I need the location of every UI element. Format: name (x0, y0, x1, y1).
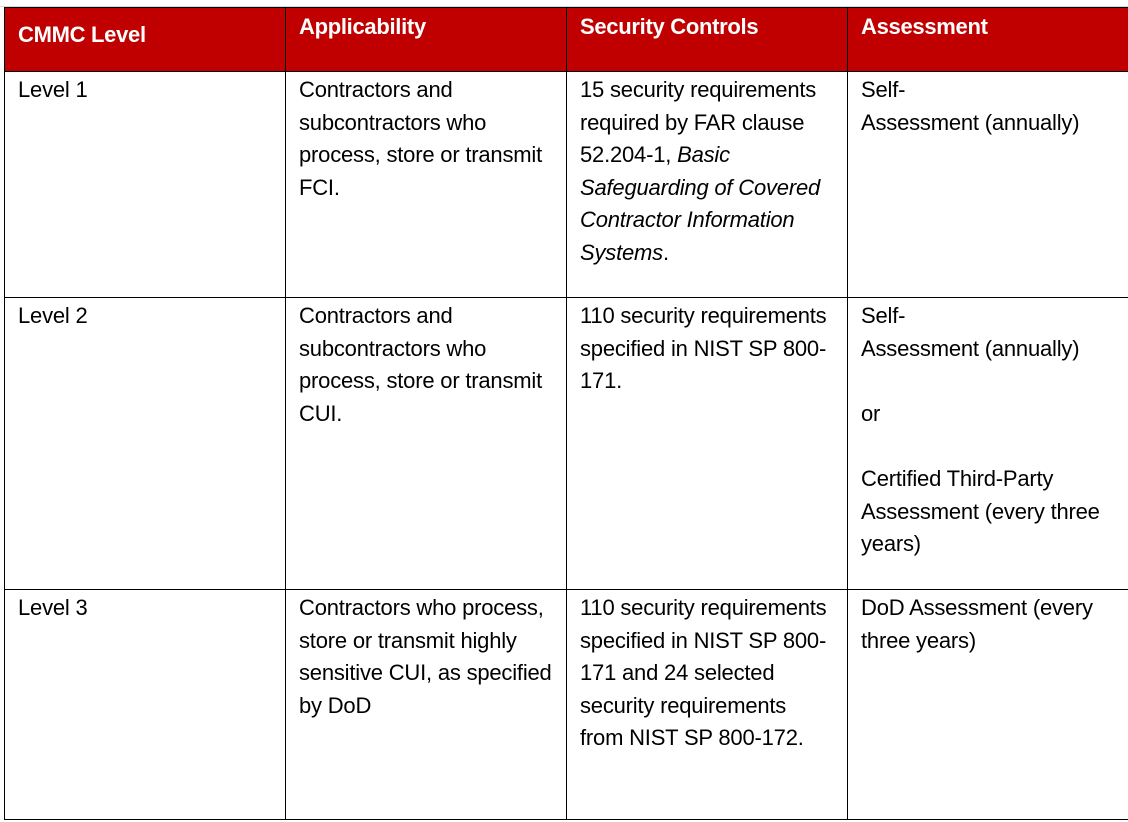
page-top-border (0, 0, 1128, 7)
header-security-controls: Security Controls (567, 8, 848, 72)
controls-text: 15 security requirements required by FAR clause 52.204-1, (580, 77, 817, 168)
cell-security-controls: 110 security requirements specified in NIST SP 800-171. (567, 298, 848, 590)
assessment-or: or (861, 400, 881, 426)
header-applicability: Applicability (286, 8, 567, 72)
cell-applicability: Contractors who process, store or transmit highly sensitive CUI, as specified by DoD (286, 590, 567, 820)
table-row (5, 590, 1128, 820)
controls-tail: . (662, 239, 669, 265)
cell-applicability: Contractors and subcontractors who process, store or transmit CUI. (286, 298, 567, 590)
cell-level: Level 1 (5, 72, 286, 298)
assessment-line2: Assessment (annually) (861, 109, 1080, 135)
table-row (5, 298, 1128, 590)
assessment-line2: Assessment (annually) (861, 335, 1080, 361)
table-header-row (5, 8, 1128, 72)
assessment-line1: Self- (861, 303, 906, 328)
cell-assessment: DoD Assessment (every three years) (848, 590, 1128, 820)
cell-level: Level 3 (5, 590, 286, 820)
cell-assessment (848, 72, 1128, 298)
assessment-line1: Self- (861, 77, 906, 102)
cell-security-controls: 110 security requirements specified in NIST SP 800-171 and 24 selected security requirements from NIST SP 800-172. (567, 590, 848, 820)
header-assessment: Assessment (848, 8, 1128, 72)
cmmc-levels-table (4, 7, 1128, 820)
table-row (5, 72, 1128, 298)
cell-assessment (848, 298, 1128, 590)
cell-security-controls (567, 72, 848, 298)
cell-applicability: Contractors and subcontractors who process, store or transmit FCI. (286, 72, 567, 298)
cell-level: Level 2 (5, 298, 286, 590)
assessment-alt: Certified Third-Party Assessment (every three years) (861, 465, 1100, 557)
controls-italic-title: Basic Safeguarding of Covered Contractor Information Systems (580, 142, 821, 265)
header-cmmc-level: CMMC Level (5, 8, 286, 72)
